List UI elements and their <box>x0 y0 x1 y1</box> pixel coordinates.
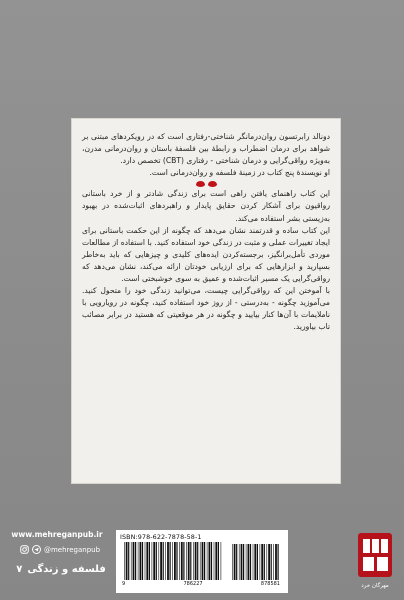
book-benefit-paragraph: با آموختن این که رواقی‌گرایی چیست، می‌توانید زندگی خود را متحول کنید. می‌آموزید چگونه - به‌درستی - از روز خود استفاده کنید، چگونه در رویارویی با ناملایمات با آن‌ها کنار بیایید و چگونه در هر موقعیتی که هستید در برابر مصائب تاب بیاورید. <box>82 286 330 332</box>
publisher-logo-text: مهرگان خرد <box>361 583 389 589</box>
series-label: فلسفه و زندگی <box>27 564 106 575</box>
barcode-digits-left: 786227 <box>183 581 203 587</box>
isbn-text: ISBN:978-622-7878-58-1 <box>120 533 202 541</box>
book-intro-paragraph: این کتاب راهنمای یافتن راهی است برای زندگی شادتر و از خرد باستانی رواقیون برای آشکار کردن حقایق پایدار و راهبردهای اثبات‌شده در بهبود به‌زیستی بشر استفاده می‌کند. <box>82 189 330 223</box>
publisher-logo <box>356 533 394 589</box>
barcode-icon <box>124 542 222 580</box>
publisher-website: www.mehreganpub.ir <box>11 530 103 539</box>
barcode-box <box>116 530 288 593</box>
series-number: ۷ <box>16 564 23 575</box>
book-method-paragraph: این کتاب ساده و قدرتمند نشان می‌دهد که چگونه از این حکمت باستانی برای ایجاد تغییرات عملی و مثبت در زندگی خود استفاده کنید. با استفاده از مطالعات موردی تأمل‌برانگیز، برجسته‌کردن ایده‌های کلیدی و چیزهایی که باید به‌خاطر بسپارید و ابزارهایی که برای ارزیابی خودتان ارائه می‌کند، نشان می‌دهد که رواقی‌گرایی یک مسیر اثبات‌شده و عمیق به سوی خوشبختی است. <box>82 225 330 284</box>
barcode-addon-icon <box>232 544 280 580</box>
barcode-digits <box>122 581 280 587</box>
barcode-digit-prefix: 9 <box>122 581 126 587</box>
telegram-icon <box>32 545 41 554</box>
author-bio-paragraph: دونالد رابرتسون روان‌درمانگر شناختی-رفتاری است که در رویکردهای مبتنی بر شواهد برای درمان اضطراب و رابطهٔ بین فلسفهٔ باستان و روان‌درمانی مدرن، به‌ویژه رواقی‌گرایی و درمان شناختی - رفتاری (CBT) تخصص دارد. <box>82 132 330 166</box>
series-row <box>10 564 112 575</box>
description-panel <box>72 119 340 483</box>
lips-icon <box>196 181 205 187</box>
instagram-handle: @mehreganpub <box>43 545 101 554</box>
lips-icon <box>208 181 217 187</box>
instagram-row <box>6 545 114 554</box>
instagram-icon <box>20 545 29 554</box>
barcode-digits-right: 878581 <box>260 581 280 587</box>
description-text <box>82 131 330 334</box>
author-books-paragraph: او نویسندهٔ پنج کتاب در زمینهٔ فلسفه و روان‌درمانی است. <box>149 168 330 178</box>
lips-divider <box>82 181 330 187</box>
